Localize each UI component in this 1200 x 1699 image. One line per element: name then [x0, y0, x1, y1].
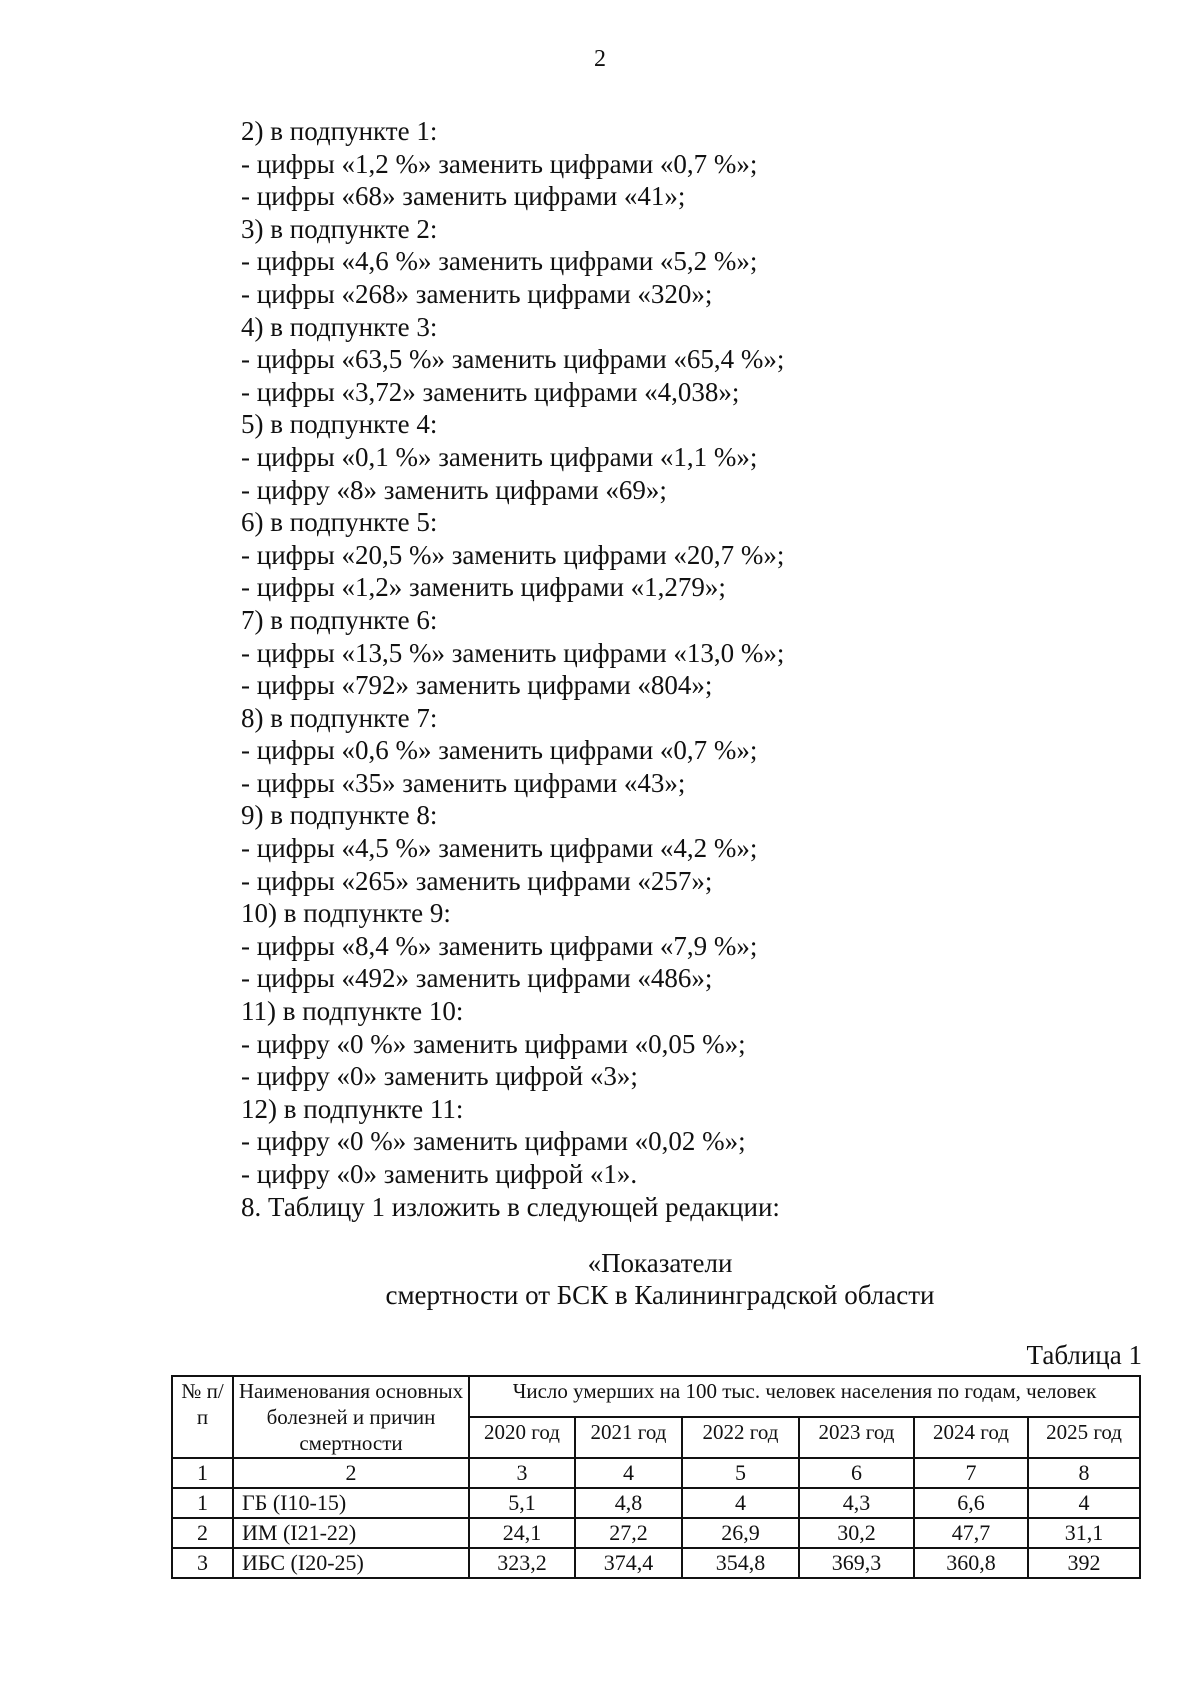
table-title-line1: «Показатели [587, 1248, 733, 1278]
column-number: 7 [914, 1458, 1028, 1488]
amendment-line: - цифры «13,5 %» заменить цифрами «13,0 %»; [241, 637, 785, 668]
column-number: 4 [575, 1458, 682, 1488]
amendment-line: - цифру «0» заменить цифрой «1». [241, 1159, 638, 1189]
column-number: 6 [799, 1458, 914, 1488]
amendment-line: - цифры «1,2» заменить цифрами «1,279»; [241, 572, 726, 603]
amendment-line: 4) в подпункте 3: [241, 311, 438, 342]
amendment-line: 7) в подпункте 6: [241, 604, 438, 635]
row-disease-name: ГБ (I10-15) [233, 1488, 469, 1518]
row-value: 27,2 [575, 1518, 682, 1548]
row-value: 4,3 [799, 1488, 914, 1518]
amendment-line: - цифру «0 %» заменить цифрами «0,05 %»; [241, 1028, 746, 1059]
amendment-line: - цифры «492» заменить цифрами «486»; [241, 963, 713, 994]
amendment-line: - цифры «792» заменить цифрами «804»; [241, 670, 713, 701]
row-number: 2 [172, 1518, 233, 1548]
header-year: 2025 год [1028, 1417, 1140, 1458]
amendment-line: - цифры «0,1 %» заменить цифрами «1,1 %»; [241, 441, 758, 472]
amendments-text [241, 115, 1141, 1223]
column-number: 5 [682, 1458, 799, 1488]
amendment-line: - цифры «1,2 %» заменить цифрами «0,7 %»; [241, 148, 758, 179]
amendment-line: - цифры «3,72» заменить цифрами «4,038»; [241, 376, 740, 407]
header-number: № п/п [172, 1376, 233, 1458]
amendment-line: - цифру «8» заменить цифрами «69»; [241, 474, 667, 505]
amendment-line: 8) в подпункте 7: [241, 702, 438, 733]
amendment-line: 11) в подпункте 10: [241, 996, 464, 1027]
column-number: 2 [233, 1458, 469, 1488]
table-title [0, 1247, 1200, 1311]
amendment-line: 10) в подпункте 9: [241, 898, 451, 929]
row-disease-name: ИМ (I21-22) [233, 1518, 469, 1548]
amendment-line: - цифры «4,6 %» заменить цифрами «5,2 %»; [241, 246, 758, 277]
row-value: 6,6 [914, 1488, 1028, 1518]
amendment-line: - цифры «0,6 %» заменить цифрами «0,7 %»; [241, 735, 758, 766]
table-row [172, 1518, 1140, 1548]
amendment-line: 8. Таблицу 1 изложить в следующей редакции: [241, 1191, 780, 1222]
amendment-line: - цифру «0 %» заменить цифрами «0,02 %»; [241, 1126, 746, 1157]
column-number: 8 [1028, 1458, 1140, 1488]
column-number: 1 [172, 1458, 233, 1488]
column-number: 3 [469, 1458, 575, 1488]
row-value: 323,2 [469, 1548, 575, 1578]
row-value: 374,4 [575, 1548, 682, 1578]
amendment-line: - цифры «63,5 %» заменить цифрами «65,4 %»; [241, 344, 785, 375]
amendment-line: - цифры «265» заменить цифрами «257»; [241, 865, 713, 896]
row-disease-name: ИБС (I20-25) [233, 1548, 469, 1578]
header-year: 2022 год [682, 1417, 799, 1458]
row-value: 4,8 [575, 1488, 682, 1518]
amendment-line: 12) в подпункте 11: [241, 1093, 464, 1124]
header-year: 2020 год [469, 1417, 575, 1458]
row-value: 369,3 [799, 1548, 914, 1578]
row-number: 3 [172, 1548, 233, 1578]
table-row [172, 1488, 1140, 1518]
column-numbers-row [172, 1458, 1140, 1488]
table-caption: Таблица 1 [1026, 1340, 1142, 1370]
row-number: 1 [172, 1488, 233, 1518]
table-row [172, 1548, 1140, 1578]
table-header-row [172, 1376, 1140, 1417]
row-value: 360,8 [914, 1548, 1028, 1578]
header-group: Число умерших на 100 тыс. человек населения по годам, человек [469, 1376, 1140, 1417]
header-year: 2021 год [575, 1417, 682, 1458]
header-name: Наименования основных болезней и причин смертности [233, 1376, 469, 1458]
amendment-line: - цифры «68» заменить цифрами «41»; [241, 181, 686, 212]
row-value: 354,8 [682, 1548, 799, 1578]
amendment-line: 5) в подпункте 4: [241, 409, 438, 440]
row-value: 47,7 [914, 1518, 1028, 1548]
amendment-line: - цифры «268» заменить цифрами «320»; [241, 278, 713, 309]
header-year: 2024 год [914, 1417, 1028, 1458]
amendment-line: 2) в подпункте 1: [241, 116, 438, 146]
row-value: 5,1 [469, 1488, 575, 1518]
amendment-line: - цифры «8,4 %» заменить цифрами «7,9 %»; [241, 930, 758, 961]
row-value: 392 [1028, 1548, 1140, 1578]
amendment-line: 3) в подпункте 2: [241, 213, 438, 244]
header-year: 2023 год [799, 1417, 914, 1458]
row-value: 24,1 [469, 1518, 575, 1548]
mortality-table [171, 1375, 1141, 1579]
page-number: 2 [594, 46, 606, 72]
row-value: 26,9 [682, 1518, 799, 1548]
row-value: 4 [682, 1488, 799, 1518]
row-value: 31,1 [1028, 1518, 1140, 1548]
row-value: 4 [1028, 1488, 1140, 1518]
amendment-line: 9) в подпункте 8: [241, 800, 438, 831]
row-value: 30,2 [799, 1518, 914, 1548]
table-title-line2: смертности от БСК в Калининградской области [385, 1280, 935, 1310]
amendment-line: - цифры «4,5 %» заменить цифрами «4,2 %»; [241, 833, 758, 864]
amendment-line: - цифры «20,5 %» заменить цифрами «20,7 %»; [241, 539, 785, 570]
amendment-line: 6) в подпункте 5: [241, 507, 438, 538]
amendment-line: - цифры «35» заменить цифрами «43»; [241, 767, 686, 798]
amendment-line: - цифру «0» заменить цифрой «3»; [241, 1061, 638, 1092]
